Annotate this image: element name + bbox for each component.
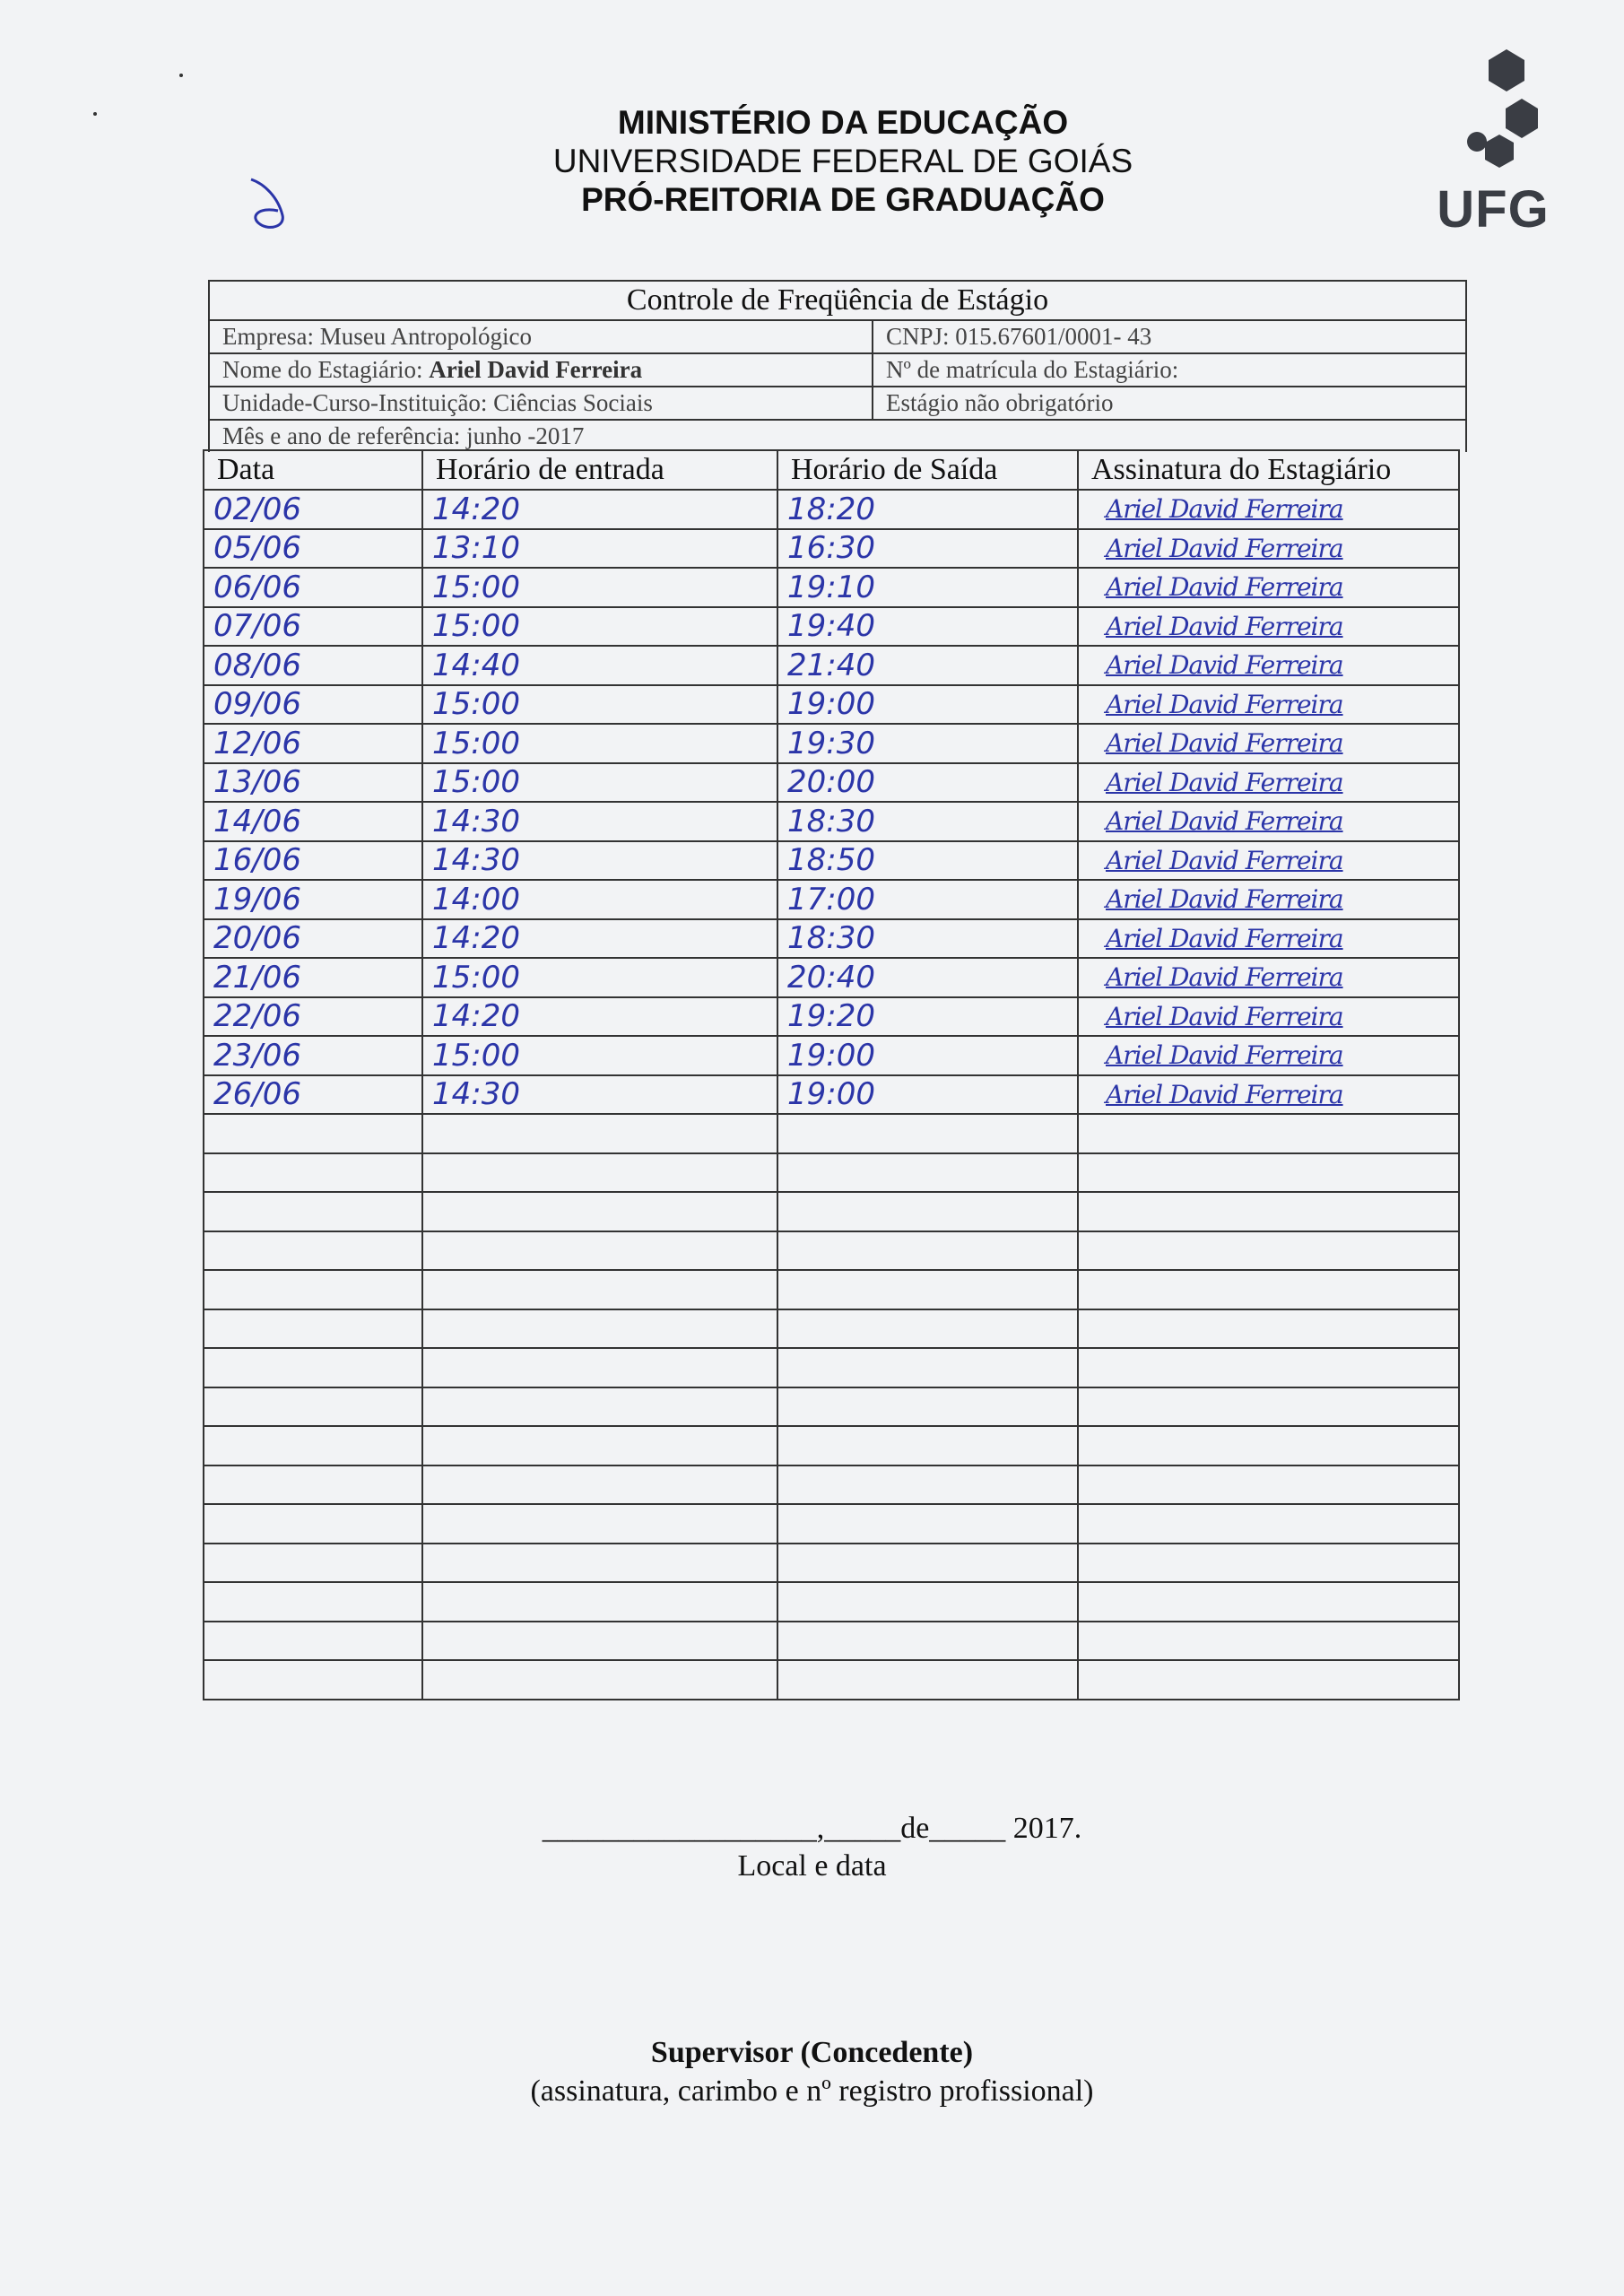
cell-assinatura xyxy=(1078,1660,1459,1700)
table-row xyxy=(204,997,1459,1037)
supervisor-title: Supervisor (Concedente) xyxy=(650,2036,974,2069)
cell-assinatura xyxy=(1078,1426,1459,1465)
nome-value: Ariel David Ferreira xyxy=(429,356,643,383)
cell-data xyxy=(204,1114,422,1153)
cell-data xyxy=(204,1309,422,1349)
cell-saida xyxy=(777,1582,1078,1622)
cell-data xyxy=(204,1544,422,1583)
cell-assinatura xyxy=(1078,1270,1459,1309)
cell-data: 22/06 xyxy=(204,997,422,1037)
cell-assinatura xyxy=(1078,1504,1459,1544)
cell-saida: 19:10 xyxy=(777,568,1078,607)
cell-assinatura: Ariel David Ferreira xyxy=(1078,919,1459,959)
table-row xyxy=(204,1465,1459,1505)
cell-entrada: 15:00 xyxy=(422,763,777,803)
cell-saida: 19:30 xyxy=(777,724,1078,763)
cell-entrada xyxy=(422,1544,777,1583)
cell-saida xyxy=(777,1153,1078,1193)
cell-data: 20/06 xyxy=(204,919,422,959)
cell-data xyxy=(204,1504,422,1544)
table-row xyxy=(204,1153,1459,1193)
cell-entrada xyxy=(422,1504,777,1544)
scan-speck xyxy=(179,74,183,77)
cell-entrada: 15:00 xyxy=(422,1036,777,1075)
cell-entrada xyxy=(422,1465,777,1505)
cell-data xyxy=(204,1387,422,1427)
estagio-field: Estágio não obrigatório xyxy=(886,389,1114,416)
header-data: Data xyxy=(204,450,422,490)
cell-data xyxy=(204,1192,422,1231)
cell-assinatura: Ariel David Ferreira xyxy=(1078,997,1459,1037)
cell-entrada: 14:40 xyxy=(422,646,777,685)
cell-data: 02/06 xyxy=(204,490,422,529)
cell-data xyxy=(204,1465,422,1505)
table-row xyxy=(204,1075,1459,1115)
cell-data xyxy=(204,1582,422,1622)
cell-data: 05/06 xyxy=(204,529,422,569)
table-row xyxy=(204,568,1459,607)
cell-entrada xyxy=(422,1192,777,1231)
cell-saida: 20:00 xyxy=(777,763,1078,803)
cell-saida: 19:40 xyxy=(777,607,1078,647)
cell-assinatura xyxy=(1078,1309,1459,1349)
info-row-empresa xyxy=(210,321,1465,354)
cell-saida xyxy=(777,1114,1078,1153)
table-row xyxy=(204,958,1459,997)
cell-assinatura xyxy=(1078,1231,1459,1271)
cell-saida: 18:50 xyxy=(777,841,1078,881)
cell-saida xyxy=(777,1231,1078,1271)
cell-data: 08/06 xyxy=(204,646,422,685)
info-row-unidade xyxy=(210,387,1465,421)
ministry-title: MINISTÉRIO DA EDUCAÇÃO xyxy=(617,104,1069,141)
table-row xyxy=(204,607,1459,647)
table-row xyxy=(204,1348,1459,1387)
nome-label: Nome do Estagiário: xyxy=(222,356,430,383)
info-row-nome xyxy=(210,354,1465,387)
table-row xyxy=(204,529,1459,569)
cell-saida: 19:00 xyxy=(777,685,1078,725)
cell-saida: 18:30 xyxy=(777,802,1078,841)
cell-assinatura xyxy=(1078,1544,1459,1583)
attendance-table xyxy=(203,449,1460,1700)
table-row xyxy=(204,685,1459,725)
cell-saida xyxy=(777,1504,1078,1544)
cell-entrada xyxy=(422,1309,777,1349)
cell-assinatura xyxy=(1078,1114,1459,1153)
cell-saida: 20:40 xyxy=(777,958,1078,997)
cell-data: 19/06 xyxy=(204,880,422,919)
table-row xyxy=(204,1426,1459,1465)
cell-saida: 19:20 xyxy=(777,997,1078,1037)
table-row xyxy=(204,724,1459,763)
cell-entrada: 14:20 xyxy=(422,997,777,1037)
table-row xyxy=(204,841,1459,881)
cell-entrada: 15:00 xyxy=(422,607,777,647)
cell-data: 16/06 xyxy=(204,841,422,881)
cell-entrada xyxy=(422,1153,777,1193)
cell-assinatura: Ariel David Ferreira xyxy=(1078,724,1459,763)
cell-data: 13/06 xyxy=(204,763,422,803)
cell-assinatura: Ariel David Ferreira xyxy=(1078,802,1459,841)
cell-assinatura: Ariel David Ferreira xyxy=(1078,958,1459,997)
form-title: Controle de Freqüência de Estágio xyxy=(210,282,1465,321)
table-row xyxy=(204,1504,1459,1544)
cell-entrada xyxy=(422,1348,777,1387)
department-title: PRÓ-REITORIA DE GRADUAÇÃO xyxy=(581,181,1105,218)
cell-assinatura xyxy=(1078,1582,1459,1622)
date-line: __________________,_____de_____ 2017. xyxy=(542,1812,1082,1845)
cell-saida: 19:00 xyxy=(777,1075,1078,1115)
cell-data: 12/06 xyxy=(204,724,422,763)
cell-saida: 16:30 xyxy=(777,529,1078,569)
cell-entrada: 15:00 xyxy=(422,724,777,763)
cell-entrada: 14:30 xyxy=(422,802,777,841)
cell-assinatura xyxy=(1078,1387,1459,1427)
cell-data xyxy=(204,1153,422,1193)
table-row xyxy=(204,1387,1459,1427)
cell-assinatura: Ariel David Ferreira xyxy=(1078,763,1459,803)
table-row xyxy=(204,880,1459,919)
cell-data xyxy=(204,1270,422,1309)
cell-data xyxy=(204,1622,422,1661)
cell-entrada xyxy=(422,1231,777,1271)
cell-entrada: 13:10 xyxy=(422,529,777,569)
cell-entrada: 14:30 xyxy=(422,1075,777,1115)
cell-assinatura xyxy=(1078,1153,1459,1193)
cell-entrada: 14:20 xyxy=(422,490,777,529)
cell-data: 06/06 xyxy=(204,568,422,607)
nome-field xyxy=(210,354,873,386)
cell-assinatura: Ariel David Ferreira xyxy=(1078,1075,1459,1115)
mes-field: Mês e ano de referência: junho -2017 xyxy=(222,422,585,449)
cell-saida xyxy=(777,1270,1078,1309)
cell-entrada: 15:00 xyxy=(422,685,777,725)
cell-assinatura xyxy=(1078,1465,1459,1505)
cell-saida xyxy=(777,1544,1078,1583)
table-row xyxy=(204,646,1459,685)
cell-data xyxy=(204,1231,422,1271)
table-body xyxy=(204,490,1459,1700)
header-assinatura: Assinatura do Estagiário xyxy=(1078,450,1459,490)
cell-saida: 18:30 xyxy=(777,919,1078,959)
cell-entrada xyxy=(422,1622,777,1661)
cell-saida: 18:20 xyxy=(777,490,1078,529)
table-row xyxy=(204,763,1459,803)
logo-text: UFG xyxy=(1437,180,1550,239)
cell-data: 26/06 xyxy=(204,1075,422,1115)
table-row xyxy=(204,1114,1459,1153)
cell-saida xyxy=(777,1660,1078,1700)
cell-saida xyxy=(777,1309,1078,1349)
cell-entrada: 15:00 xyxy=(422,568,777,607)
empresa-field: Empresa: Museu Antropológico xyxy=(210,321,873,352)
table-header-row xyxy=(204,450,1459,490)
cell-data: 07/06 xyxy=(204,607,422,647)
table-row xyxy=(204,1231,1459,1271)
cell-assinatura: Ariel David Ferreira xyxy=(1078,607,1459,647)
cell-assinatura xyxy=(1078,1348,1459,1387)
cell-assinatura: Ariel David Ferreira xyxy=(1078,841,1459,881)
cell-data xyxy=(204,1660,422,1700)
cell-data xyxy=(204,1348,422,1387)
cell-entrada: 14:00 xyxy=(422,880,777,919)
table-row xyxy=(204,1270,1459,1309)
cell-assinatura: Ariel David Ferreira xyxy=(1078,490,1459,529)
cell-saida xyxy=(777,1192,1078,1231)
table-row xyxy=(204,490,1459,529)
cell-assinatura: Ariel David Ferreira xyxy=(1078,880,1459,919)
cell-entrada: 14:30 xyxy=(422,841,777,881)
cell-data: 21/06 xyxy=(204,958,422,997)
cell-saida xyxy=(777,1348,1078,1387)
handwritten-mark-icon xyxy=(242,175,296,238)
cell-saida xyxy=(777,1622,1078,1661)
cell-saida: 21:40 xyxy=(777,646,1078,685)
cell-data: 09/06 xyxy=(204,685,422,725)
table-row xyxy=(204,1660,1459,1700)
cell-assinatura: Ariel David Ferreira xyxy=(1078,568,1459,607)
table-row xyxy=(204,919,1459,959)
cell-entrada: 15:00 xyxy=(422,958,777,997)
cell-saida: 19:00 xyxy=(777,1036,1078,1075)
local-data-label: Local e data xyxy=(737,1849,887,1883)
scan-speck xyxy=(93,112,97,116)
university-title: UNIVERSIDADE FEDERAL DE GOIÁS xyxy=(552,143,1133,179)
table-row xyxy=(204,1544,1459,1583)
cell-entrada: 14:20 xyxy=(422,919,777,959)
table-row xyxy=(204,802,1459,841)
header-entrada: Horário de entrada xyxy=(422,450,777,490)
cell-data: 14/06 xyxy=(204,802,422,841)
cell-saida xyxy=(777,1387,1078,1427)
cell-entrada xyxy=(422,1660,777,1700)
cell-assinatura: Ariel David Ferreira xyxy=(1078,1036,1459,1075)
cell-entrada xyxy=(422,1114,777,1153)
cell-assinatura xyxy=(1078,1192,1459,1231)
unidade-field: Unidade-Curso-Instituição: Ciências Sociais xyxy=(210,387,873,419)
cnpj-field: CNPJ: 015.67601/0001- 43 xyxy=(886,323,1152,350)
cell-assinatura xyxy=(1078,1622,1459,1661)
table-row xyxy=(204,1622,1459,1661)
cell-saida xyxy=(777,1465,1078,1505)
table-row xyxy=(204,1036,1459,1075)
cell-entrada xyxy=(422,1387,777,1427)
supervisor-note: (assinatura, carimbo e nº registro profissional) xyxy=(530,2074,1094,2108)
cell-entrada xyxy=(422,1426,777,1465)
document-header xyxy=(448,103,1238,219)
table-row xyxy=(204,1192,1459,1231)
form-info-block xyxy=(208,280,1467,452)
cell-entrada xyxy=(422,1270,777,1309)
cell-saida xyxy=(777,1426,1078,1465)
ufg-logo-icon xyxy=(1435,45,1551,239)
cell-saida: 17:00 xyxy=(777,880,1078,919)
cell-assinatura: Ariel David Ferreira xyxy=(1078,529,1459,569)
cell-entrada xyxy=(422,1582,777,1622)
header-saida: Horário de Saída xyxy=(777,450,1078,490)
info-row-mes xyxy=(210,421,1465,452)
cell-data xyxy=(204,1426,422,1465)
table-row xyxy=(204,1309,1459,1349)
cell-assinatura: Ariel David Ferreira xyxy=(1078,646,1459,685)
table-row xyxy=(204,1582,1459,1622)
cell-data: 23/06 xyxy=(204,1036,422,1075)
matricula-field: Nº de matrícula do Estagiário: xyxy=(886,356,1179,383)
cell-assinatura: Ariel David Ferreira xyxy=(1078,685,1459,725)
